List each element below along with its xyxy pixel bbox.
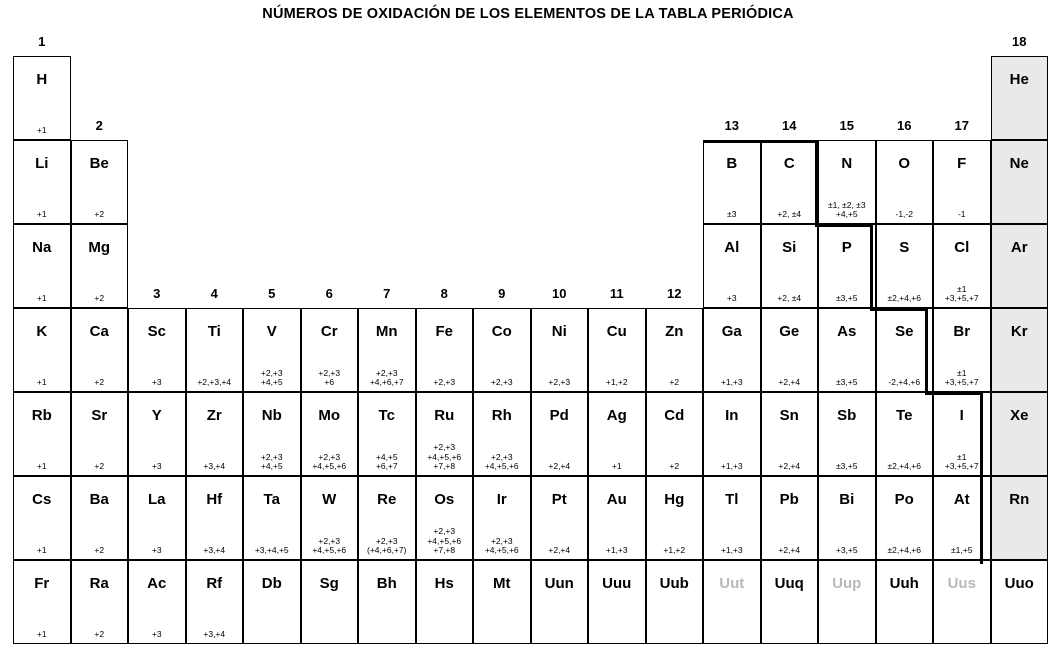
- element-symbol: Zr: [206, 407, 222, 424]
- element-symbol: Co: [491, 323, 512, 340]
- element-symbol: Uuq: [774, 575, 804, 592]
- element-cell-mn[interactable]: [358, 308, 416, 392]
- element-cell-ar[interactable]: [991, 224, 1049, 308]
- oxidation-states: +2,+3,+4: [197, 376, 232, 387]
- oxidation-states: +2: [669, 460, 680, 471]
- oxidation-states: +2,+4: [548, 460, 571, 471]
- element-cell-po[interactable]: [876, 476, 934, 560]
- element-symbol: Ne: [1009, 155, 1029, 172]
- element-symbol: Ag: [606, 407, 627, 424]
- oxidation-states: +2,+4: [778, 544, 801, 555]
- oxidation-states: +1: [36, 544, 47, 555]
- element-cell-y[interactable]: [128, 392, 186, 476]
- element-symbol: Rb: [31, 407, 52, 424]
- element-symbol: He: [1009, 71, 1029, 88]
- group-header-15: 15: [839, 118, 854, 133]
- element-symbol: Rn: [1009, 491, 1030, 508]
- oxidation-states: +1: [36, 208, 47, 219]
- element-cell-cu[interactable]: [588, 308, 646, 392]
- element-cell-zr[interactable]: [186, 392, 244, 476]
- element-symbol: At: [953, 491, 970, 508]
- element-symbol: Ga: [721, 323, 742, 340]
- oxidation-states: ±1,+5: [951, 544, 973, 555]
- oxidation-states: +1: [36, 628, 47, 639]
- element-symbol: Rh: [491, 407, 512, 424]
- element-symbol: Mt: [493, 575, 511, 592]
- element-cell-os[interactable]: [416, 476, 474, 560]
- element-symbol: Ca: [89, 323, 109, 340]
- element-cell-uup[interactable]: [818, 560, 876, 644]
- element-cell-uun[interactable]: [531, 560, 589, 644]
- element-symbol: K: [36, 323, 48, 340]
- oxidation-states: ±1 +3,+5,+7: [944, 283, 979, 303]
- element-symbol: Ru: [434, 407, 455, 424]
- element-cell-ca[interactable]: [71, 308, 129, 392]
- element-cell-br[interactable]: [933, 308, 991, 392]
- group-header-2: 2: [95, 118, 103, 133]
- element-cell-kr[interactable]: [991, 308, 1049, 392]
- element-symbol: C: [783, 155, 795, 172]
- element-symbol: As: [837, 323, 857, 340]
- oxidation-states: +2: [94, 208, 105, 219]
- metalloid-divider-segment: [815, 140, 818, 227]
- element-cell-ta[interactable]: [243, 476, 301, 560]
- element-cell-he[interactable]: [991, 56, 1049, 140]
- element-symbol: Li: [35, 155, 49, 172]
- element-cell-in[interactable]: [703, 392, 761, 476]
- element-symbol: Hg: [664, 491, 685, 508]
- element-symbol: Ar: [1010, 239, 1028, 256]
- oxidation-states: ±3: [727, 208, 737, 219]
- oxidation-states: +2,+3 +4,+5,+6 +7,+8: [427, 526, 462, 555]
- element-symbol: Bh: [376, 575, 397, 592]
- oxidation-states: +2: [669, 376, 680, 387]
- element-symbol: Db: [261, 575, 282, 592]
- element-cell-ra[interactable]: [71, 560, 129, 644]
- element-symbol: Fr: [34, 575, 50, 592]
- element-cell-hg[interactable]: [646, 476, 704, 560]
- oxidation-states: +1: [36, 460, 47, 471]
- element-cell-o[interactable]: [876, 140, 934, 224]
- oxidation-states: +3: [151, 376, 162, 387]
- element-symbol: Mo: [318, 407, 341, 424]
- element-cell-mt[interactable]: [473, 560, 531, 644]
- element-cell-be[interactable]: [71, 140, 129, 224]
- element-symbol: Sc: [147, 323, 166, 340]
- element-symbol: Bi: [839, 491, 855, 508]
- oxidation-states: +1,+3: [720, 544, 743, 555]
- element-cell-sr[interactable]: [71, 392, 129, 476]
- element-cell-ba[interactable]: [71, 476, 129, 560]
- element-cell-h[interactable]: [13, 56, 71, 140]
- element-cell-cl[interactable]: [933, 224, 991, 308]
- element-cell-al[interactable]: [703, 224, 761, 308]
- group-header-5: 5: [268, 286, 276, 301]
- oxidation-states: ±2,+4,+6: [887, 460, 921, 471]
- metalloid-divider-segment: [815, 224, 873, 227]
- element-symbol: Na: [32, 239, 52, 256]
- element-cell-rn[interactable]: [991, 476, 1049, 560]
- element-cell-si[interactable]: [761, 224, 819, 308]
- oxidation-states: -1,-2: [895, 208, 913, 219]
- element-symbol: Uut: [719, 575, 745, 592]
- element-symbol: Hf: [206, 491, 223, 508]
- element-symbol: Uup: [832, 575, 862, 592]
- group-header-14: 14: [782, 118, 797, 133]
- element-cell-bi[interactable]: [818, 476, 876, 560]
- element-cell-hf[interactable]: [186, 476, 244, 560]
- oxidation-states: +2: [94, 544, 105, 555]
- element-cell-fr[interactable]: [13, 560, 71, 644]
- element-symbol: Pt: [551, 491, 567, 508]
- oxidation-states: ±3,+5: [836, 292, 858, 303]
- element-cell-re[interactable]: [358, 476, 416, 560]
- element-symbol: Ti: [207, 323, 221, 340]
- element-cell-c[interactable]: [761, 140, 819, 224]
- element-cell-mo[interactable]: [301, 392, 359, 476]
- element-symbol: Y: [151, 407, 162, 424]
- element-cell-uuq[interactable]: [761, 560, 819, 644]
- element-cell-uuo[interactable]: [991, 560, 1049, 644]
- group-header-18: 18: [1012, 34, 1027, 49]
- element-cell-uut[interactable]: [703, 560, 761, 644]
- element-symbol: H: [36, 71, 48, 88]
- metalloid-divider-segment: [925, 308, 928, 395]
- oxidation-states: +3: [151, 460, 162, 471]
- element-symbol: S: [899, 239, 910, 256]
- element-symbol: Uus: [947, 575, 976, 592]
- oxidation-states: +2,+4: [778, 460, 801, 471]
- element-cell-ni[interactable]: [531, 308, 589, 392]
- element-symbol: Pd: [549, 407, 569, 424]
- element-symbol: B: [726, 155, 738, 172]
- element-cell-ac[interactable]: [128, 560, 186, 644]
- element-symbol: Zn: [665, 323, 684, 340]
- element-cell-au[interactable]: [588, 476, 646, 560]
- oxidation-states: +3,+4: [203, 460, 226, 471]
- oxidation-states: +1,+3: [720, 376, 743, 387]
- element-symbol: Cs: [32, 491, 52, 508]
- element-symbol: Uuu: [602, 575, 632, 592]
- element-cell-ir[interactable]: [473, 476, 531, 560]
- element-cell-cd[interactable]: [646, 392, 704, 476]
- element-cell-xe[interactable]: [991, 392, 1049, 476]
- element-symbol: Uub: [659, 575, 689, 592]
- oxidation-states: +3,+5: [835, 544, 858, 555]
- oxidation-states: ±1 +3,+5,+7: [944, 367, 979, 387]
- element-cell-uus[interactable]: [933, 560, 991, 644]
- group-header-6: 6: [325, 286, 333, 301]
- element-symbol: Si: [782, 239, 797, 256]
- element-cell-na[interactable]: [13, 224, 71, 308]
- element-cell-uuu[interactable]: [588, 560, 646, 644]
- group-header-10: 10: [552, 286, 567, 301]
- element-symbol: Cl: [954, 239, 970, 256]
- element-symbol: Cd: [664, 407, 685, 424]
- element-cell-uub[interactable]: [646, 560, 704, 644]
- element-symbol: Mg: [88, 239, 111, 256]
- oxidation-states: +2: [94, 376, 105, 387]
- element-cell-db[interactable]: [243, 560, 301, 644]
- group-header-13: 13: [724, 118, 739, 133]
- element-cell-li[interactable]: [13, 140, 71, 224]
- element-symbol: O: [898, 155, 911, 172]
- element-symbol: Ba: [89, 491, 109, 508]
- element-cell-b[interactable]: [703, 140, 761, 224]
- oxidation-states: +2,+3: [490, 376, 513, 387]
- element-symbol: Os: [434, 491, 455, 508]
- metalloid-divider-segment: [980, 392, 983, 564]
- oxidation-states: +2, ±4: [777, 292, 802, 303]
- element-symbol: Tc: [378, 407, 395, 424]
- oxidation-states: +1: [36, 292, 47, 303]
- element-symbol: Ni: [551, 323, 567, 340]
- oxidation-states: +1: [36, 124, 47, 135]
- element-symbol: Ra: [89, 575, 109, 592]
- element-symbol: Re: [377, 491, 397, 508]
- element-cell-tc[interactable]: [358, 392, 416, 476]
- element-symbol: N: [841, 155, 853, 172]
- element-symbol: F: [957, 155, 967, 172]
- oxidation-states: +2, ±4: [777, 208, 802, 219]
- element-symbol: Uuh: [889, 575, 919, 592]
- element-symbol: Se: [895, 323, 914, 340]
- element-cell-ge[interactable]: [761, 308, 819, 392]
- element-cell-sc[interactable]: [128, 308, 186, 392]
- element-symbol: P: [841, 239, 852, 256]
- oxidation-states: +2: [94, 628, 105, 639]
- element-cell-sg[interactable]: [301, 560, 359, 644]
- group-header-11: 11: [609, 286, 624, 301]
- group-header-3: 3: [153, 286, 161, 301]
- oxidation-states: +2,+4: [778, 376, 801, 387]
- element-symbol: Po: [894, 491, 914, 508]
- element-symbol: Fe: [435, 323, 453, 340]
- element-cell-nb[interactable]: [243, 392, 301, 476]
- oxidation-states: +2,+3 +4,+5,+6: [484, 535, 519, 555]
- oxidation-states: +3: [151, 628, 162, 639]
- element-symbol: Sb: [837, 407, 857, 424]
- oxidation-states: +2,+4: [548, 544, 571, 555]
- element-cell-f[interactable]: [933, 140, 991, 224]
- oxidation-states: ±1 +3,+5,+7: [944, 451, 979, 471]
- oxidation-states: +2,+3: [548, 376, 571, 387]
- element-cell-te[interactable]: [876, 392, 934, 476]
- element-cell-bh[interactable]: [358, 560, 416, 644]
- group-header-1: 1: [38, 34, 46, 49]
- element-symbol: V: [266, 323, 277, 340]
- element-cell-tl[interactable]: [703, 476, 761, 560]
- element-cell-rb[interactable]: [13, 392, 71, 476]
- element-cell-sn[interactable]: [761, 392, 819, 476]
- oxidation-states: +3: [726, 292, 737, 303]
- oxidation-states: ±3,+5: [836, 376, 858, 387]
- oxidation-states: ±1, ±2, ±3 +4,+5: [827, 199, 866, 219]
- element-symbol: Pb: [779, 491, 799, 508]
- group-header-9: 9: [498, 286, 506, 301]
- oxidation-states: +2,+3 +4,+5,+6 +7,+8: [427, 442, 462, 471]
- element-cell-rf[interactable]: [186, 560, 244, 644]
- element-symbol: Kr: [1010, 323, 1028, 340]
- element-cell-v[interactable]: [243, 308, 301, 392]
- group-header-8: 8: [440, 286, 448, 301]
- oxidation-states: +2,+3 +4,+6,+7: [369, 367, 404, 387]
- group-header-16: 16: [897, 118, 912, 133]
- oxidation-states: +1,+2: [605, 376, 628, 387]
- element-cell-uuh[interactable]: [876, 560, 934, 644]
- element-symbol: Uuo: [1004, 575, 1034, 592]
- element-symbol: Ta: [263, 491, 280, 508]
- metalloid-divider-segment: [925, 392, 983, 395]
- group-header-4: 4: [210, 286, 218, 301]
- oxidation-states: +2,+3 +4,+5,+6: [484, 451, 519, 471]
- element-cell-hs[interactable]: [416, 560, 474, 644]
- element-symbol: Hs: [434, 575, 454, 592]
- element-cell-p[interactable]: [818, 224, 876, 308]
- element-cell-n[interactable]: [818, 140, 876, 224]
- metalloid-divider-segment: [703, 140, 818, 143]
- element-cell-cs[interactable]: [13, 476, 71, 560]
- element-symbol: In: [725, 407, 739, 424]
- metalloid-divider-segment: [870, 224, 873, 311]
- element-symbol: Tl: [725, 491, 739, 508]
- element-symbol: Te: [896, 407, 913, 424]
- oxidation-states: +2: [94, 292, 105, 303]
- element-cell-rh[interactable]: [473, 392, 531, 476]
- element-symbol: I: [959, 407, 964, 424]
- oxidation-states: +2,+3 (+4,+6,+7): [367, 535, 407, 555]
- element-symbol: Au: [606, 491, 627, 508]
- element-cell-fe[interactable]: [416, 308, 474, 392]
- element-symbol: Sg: [319, 575, 339, 592]
- oxidation-states: +2,+3: [433, 376, 456, 387]
- page-title: NÚMEROS DE OXIDACIÓN DE LOS ELEMENTOS DE LA TABLA PERIÓDICA: [262, 6, 794, 22]
- oxidation-states: ±3,+5: [836, 460, 858, 471]
- oxidation-states: +1,+2: [663, 544, 686, 555]
- element-symbol: Xe: [1010, 407, 1029, 424]
- element-symbol: La: [147, 491, 166, 508]
- element-cell-zn[interactable]: [646, 308, 704, 392]
- oxidation-states: +2,+3 +4,+5,+6: [312, 535, 347, 555]
- oxidation-states: +2,+3 +4,+5: [260, 367, 283, 387]
- element-cell-sb[interactable]: [818, 392, 876, 476]
- oxidation-states: +2,+3 +4,+5,+6: [312, 451, 347, 471]
- element-cell-as[interactable]: [818, 308, 876, 392]
- oxidation-states: +1,+3: [605, 544, 628, 555]
- element-symbol: Nb: [261, 407, 282, 424]
- oxidation-states: -1: [957, 208, 966, 219]
- oxidation-states: +3,+4: [203, 544, 226, 555]
- oxidation-states: +4,+5 +6,+7: [375, 451, 398, 471]
- oxidation-states: +1: [36, 376, 47, 387]
- group-header-7: 7: [383, 286, 391, 301]
- element-cell-ag[interactable]: [588, 392, 646, 476]
- element-symbol: Uun: [544, 575, 574, 592]
- element-cell-pb[interactable]: [761, 476, 819, 560]
- element-symbol: Ac: [147, 575, 167, 592]
- element-cell-w[interactable]: [301, 476, 359, 560]
- element-cell-cr[interactable]: [301, 308, 359, 392]
- element-cell-la[interactable]: [128, 476, 186, 560]
- oxidation-states: +1,+3: [720, 460, 743, 471]
- group-header-17: 17: [954, 118, 969, 133]
- element-cell-ne[interactable]: [991, 140, 1049, 224]
- element-symbol: Ge: [779, 323, 800, 340]
- oxidation-states: ±2,+4,+6: [887, 544, 921, 555]
- element-cell-pd[interactable]: [531, 392, 589, 476]
- element-symbol: Mn: [375, 323, 398, 340]
- element-symbol: Cu: [606, 323, 627, 340]
- oxidation-states: +3: [151, 544, 162, 555]
- element-symbol: Sr: [91, 407, 108, 424]
- element-cell-ti[interactable]: [186, 308, 244, 392]
- oxidation-states: +2: [94, 460, 105, 471]
- oxidation-states: -2,+4,+6: [888, 376, 921, 387]
- element-symbol: Sn: [779, 407, 799, 424]
- group-header-12: 12: [667, 286, 682, 301]
- element-cell-pt[interactable]: [531, 476, 589, 560]
- element-symbol: Ir: [496, 491, 507, 508]
- element-symbol: Be: [89, 155, 109, 172]
- element-symbol: Br: [953, 323, 971, 340]
- element-cell-k[interactable]: [13, 308, 71, 392]
- oxidation-states: ±2,+4,+6: [887, 292, 921, 303]
- element-cell-mg[interactable]: [71, 224, 129, 308]
- element-cell-s[interactable]: [876, 224, 934, 308]
- oxidation-states: +1: [611, 460, 622, 471]
- element-cell-co[interactable]: [473, 308, 531, 392]
- element-symbol: Cr: [320, 323, 338, 340]
- oxidation-states: +2,+3 +6: [318, 367, 341, 387]
- oxidation-states: +2,+3 +4,+5: [260, 451, 283, 471]
- element-symbol: Rf: [206, 575, 223, 592]
- metalloid-divider-segment: [870, 308, 928, 311]
- element-symbol: W: [322, 491, 337, 508]
- oxidation-states: +3,+4: [203, 628, 226, 639]
- element-cell-ga[interactable]: [703, 308, 761, 392]
- element-cell-ru[interactable]: [416, 392, 474, 476]
- oxidation-states: +3,+4,+5: [254, 544, 289, 555]
- element-symbol: Al: [724, 239, 740, 256]
